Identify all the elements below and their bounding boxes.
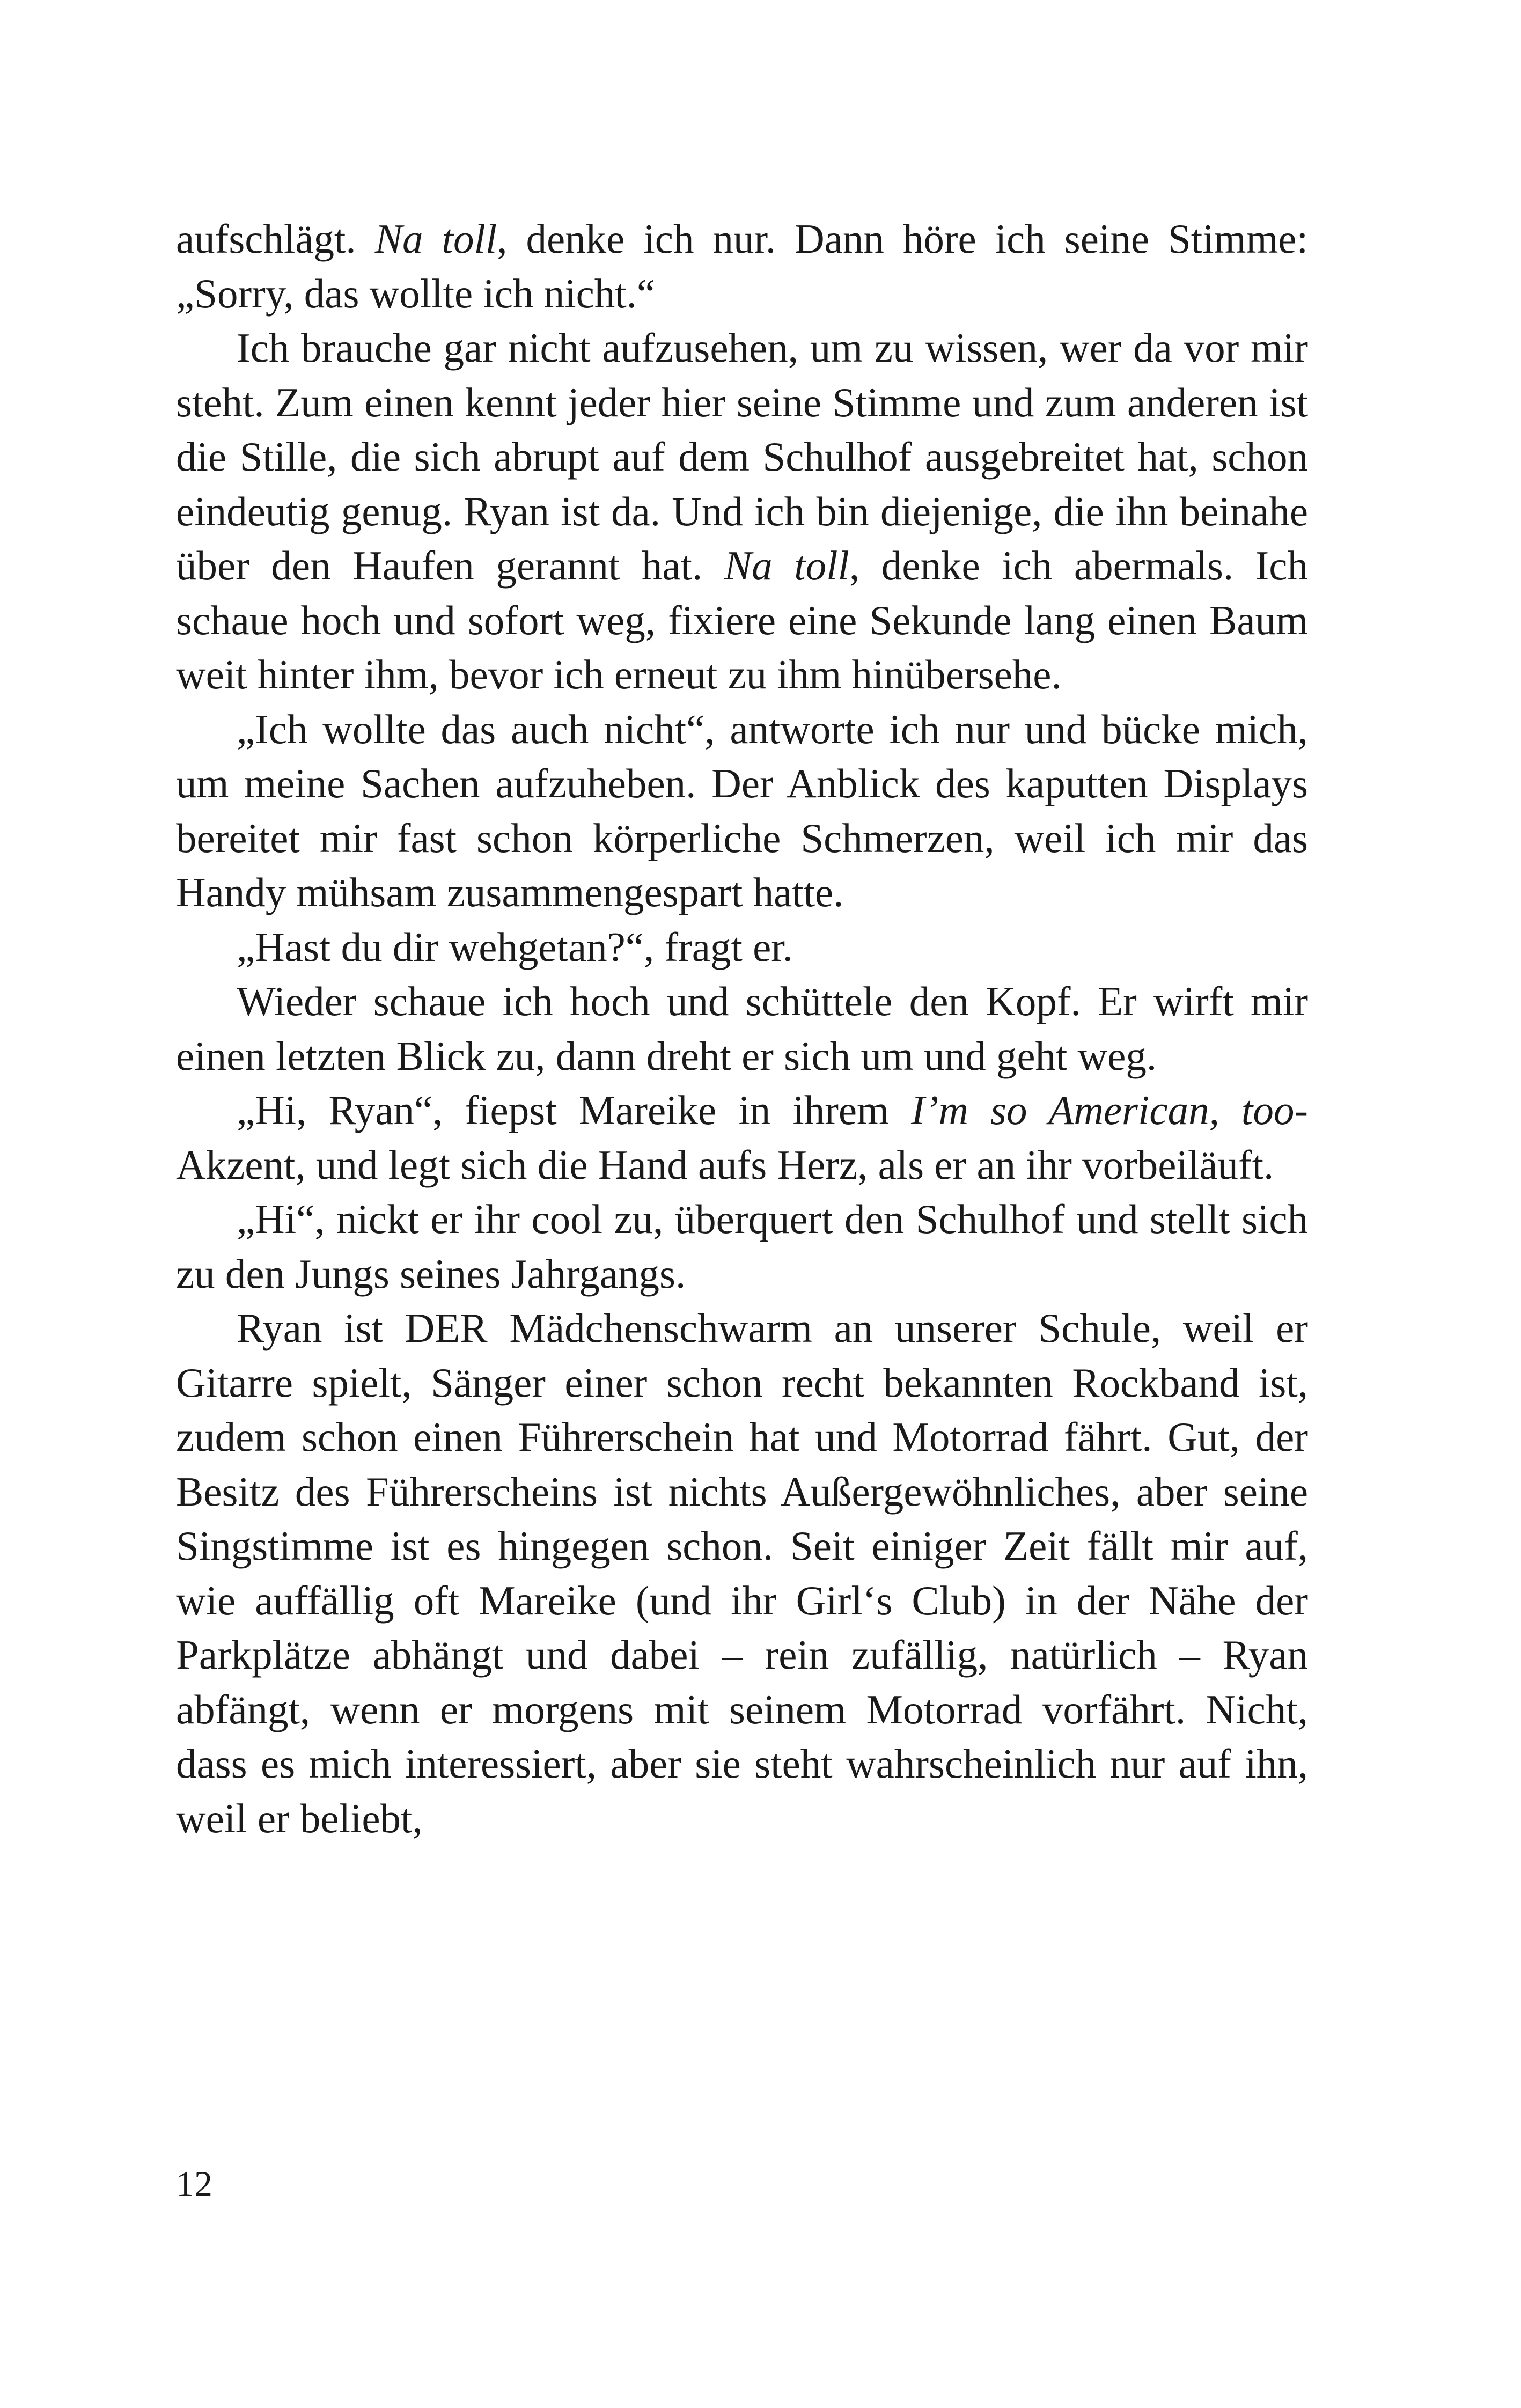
italic-text-segment: Na toll xyxy=(724,542,849,589)
paragraph xyxy=(176,1301,1308,1846)
italic-text-segment: I’m so American, too xyxy=(911,1087,1295,1133)
text-segment: Ich brauche gar nicht aufzusehen, um zu wissen, wer da vor mir steht. Zum einen kennt jeder hier seine Stimme und zum anderen ist die Stille, die sich abrupt auf dem Schulhof ausgebreitet hat, schon eindeutig genug. Ryan ist da. Und ich bin diejenige, die ihn beinahe über den Haufen gerannt hat. xyxy=(176,325,1308,589)
paragraph xyxy=(176,321,1308,702)
text-segment: Ryan ist DER Mädchenschwarm an unserer Schule, weil er Gitarre spielt, Sänger einer schon recht bekannten Rockband ist, zudem schon einen Führerschein hat und Motorrad fährt. Gut, der Besitz des Führerscheins ist nichts Außergewöhnliches, aber seine Singstimme ist es hingegen schon. Seit einiger Zeit fällt mir auf, wie auffällig oft Mareike (und ihr Girl‘s Club) in der Nähe der Parkplätze abhängt und dabei – rein zufällig, natürlich – Ryan abfängt, wenn er morgens mit seinem Motorrad vorfährt. Nicht, dass es mich interessiert, aber sie steht wahrscheinlich nur auf ihn, weil er beliebt, xyxy=(176,1305,1308,1841)
text-segment: , denke ich abermals. Ich schaue hoch und sofort weg, fixiere eine Sekunde lang einen Baum weit hinter ihm, bevor ich erneut zu ihm hinübersehe. xyxy=(176,542,1308,698)
text-segment: , denke ich nur. Dann höre ich seine Stimme: „Sorry, das wollte ich nicht.“ xyxy=(176,216,1308,317)
text-segment: „Hast du dir wehgetan?“, fragt er. xyxy=(237,923,793,970)
body-text xyxy=(176,212,1308,1846)
italic-text-segment: Na toll xyxy=(374,216,497,262)
text-segment: Wieder schaue ich hoch und schüttele den Kopf. Er wirft mir einen letzten Blick zu, dann dreht er sich um und geht weg. xyxy=(176,978,1308,1079)
paragraph xyxy=(176,212,1308,321)
paragraph xyxy=(176,920,1308,975)
paragraph xyxy=(176,974,1308,1083)
text-segment: „Ich wollte das auch nicht“, antworte ich nur und bücke mich, um meine Sachen aufzuheben. Der Anblick des kaputten Displays bereitet mir fast schon körperliche Schmerzen, weil ich mir das Handy mühsam zusammengespart hatte. xyxy=(176,706,1308,915)
page-number: 12 xyxy=(176,2163,212,2204)
text-segment: „Hi, Ryan“, fiepst Mareike in ihrem xyxy=(237,1087,912,1133)
paragraph xyxy=(176,1083,1308,1192)
paragraph xyxy=(176,1192,1308,1301)
text-segment: aufschlägt. xyxy=(176,216,375,262)
text-segment: „Hi“, nickt er ihr cool zu, überquert den Schulhof und stellt sich zu den Jungs seines Jahrgangs. xyxy=(176,1196,1308,1297)
text-segment: -Akzent, und legt sich die Hand aufs Herz, als er an ihr vorbeiläuft. xyxy=(176,1087,1308,1188)
paragraph xyxy=(176,702,1308,920)
